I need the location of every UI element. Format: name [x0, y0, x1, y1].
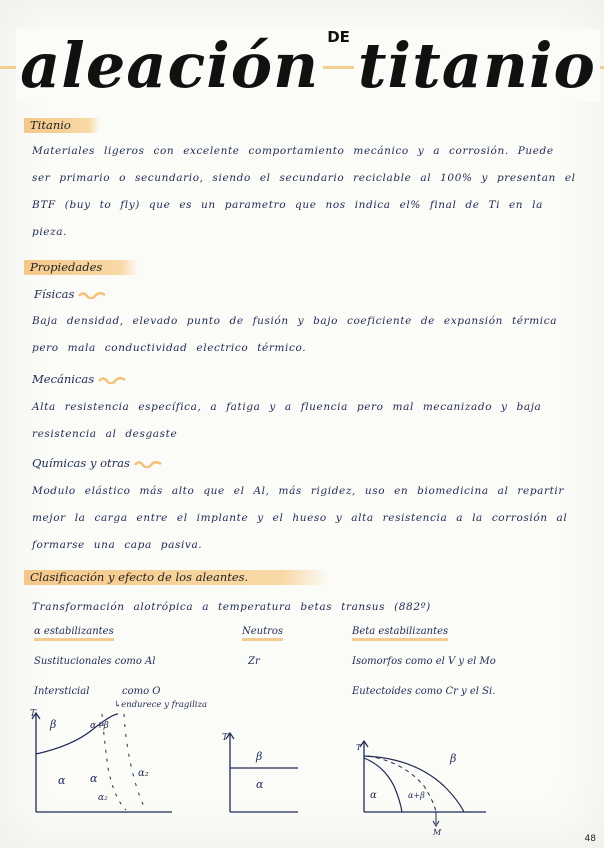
heading-quimicas-label: Químicas y otras [32, 456, 130, 470]
wave-decoration [78, 291, 106, 299]
alpha-note: ↳endurece y fragiliza [114, 700, 208, 710]
diagram-label: β [256, 750, 263, 763]
titanio-body: Materiales ligeros con excelente comportamiento mecánico y a corrosión. Puede ser primario o secundario, siendo el secundario reciclable al 100% y presentan el BTF (buy to fly) que es un parametro que nos indica el% final de Ti en la pieza. [32, 145, 576, 238]
alpha-sustitucionales: Sustitucionales como Al [34, 656, 156, 667]
beta-eutectoides: Eutectoides como Cr y el Si. [352, 686, 496, 697]
diagram-label: α₂ [138, 768, 149, 779]
dashed-boundary [124, 714, 146, 810]
heading-mecanicas [32, 372, 126, 386]
heading-propiedades: Propiedades [24, 260, 138, 275]
heading-fisicas-label: Físicas [34, 287, 75, 301]
title-word-de: DE [323, 28, 354, 46]
column-beta-heading: Beta estabilizantes [352, 626, 448, 641]
alpha-como-o: como O [122, 686, 161, 697]
page-title [20, 6, 596, 102]
diagram-label: α+β [90, 721, 109, 731]
quimicas-body: Modulo elástico más alto que el Al, más rigidez, uso en biomedicina al repartir mejor la carga entre el implante y el hueso y alta resistencia a la corrosión al formarse una capa pasiva. [32, 485, 568, 551]
diagram-label: T [356, 743, 362, 752]
wave-decoration [98, 376, 126, 384]
diagram-label: α+β [408, 791, 425, 800]
transus-curve [36, 714, 118, 754]
wave-decoration [134, 460, 162, 468]
phase-diagram-neutros [218, 728, 308, 818]
mecanicas-body: Alta resistencia específica, a fatiga y a fluencia pero mal mecanizado y baja resistencia al desgaste [32, 401, 542, 440]
transus-curve [364, 756, 464, 812]
heading-fisicas [34, 287, 106, 301]
clasificacion-intro: Transformación alotrópica a temperatura betas transus (882º) [32, 601, 431, 613]
diagram-label: M [433, 828, 442, 836]
alpha-intersticial: Intersticial [34, 686, 90, 697]
alpha-boundary [364, 758, 402, 812]
title-word-titanio: titanio [354, 29, 600, 102]
diagram-label: T [222, 733, 229, 743]
diagram-label: β [50, 718, 57, 731]
phase-diagram-alpha [22, 708, 182, 818]
page-number: 48 [584, 834, 596, 844]
phase-diagram-beta [354, 736, 494, 836]
diagram-label: α [58, 774, 66, 787]
heading-clasificacion: Clasificación y efecto de los aleantes. [24, 570, 328, 585]
diagram-label: β [450, 752, 457, 765]
title-word-aleacion: aleación [16, 29, 323, 102]
diagram-label: T [30, 709, 37, 719]
martensite-line [368, 756, 436, 812]
heading-quimicas [32, 456, 162, 470]
diagram-label: α [90, 772, 98, 785]
diagram-label: α [370, 790, 377, 801]
heading-titanio: Titanio [24, 118, 100, 133]
diagram-label: α₂ [98, 793, 108, 803]
heading-mecanicas-label: Mecánicas [32, 372, 95, 386]
beta-isomorfos: Isomorfos como el V y el Mo [352, 656, 496, 667]
column-alpha-heading: α estabilizantes [34, 626, 114, 641]
fisicas-body: Baja densidad, elevado punto de fusión y bajo coeficiente de expansión térmica pero mala conductividad electrico térmico. [32, 315, 558, 354]
neutros-zr: Zr [248, 656, 260, 667]
diagram-label: α [256, 778, 264, 791]
column-neutros-heading: Neutros [242, 626, 283, 641]
